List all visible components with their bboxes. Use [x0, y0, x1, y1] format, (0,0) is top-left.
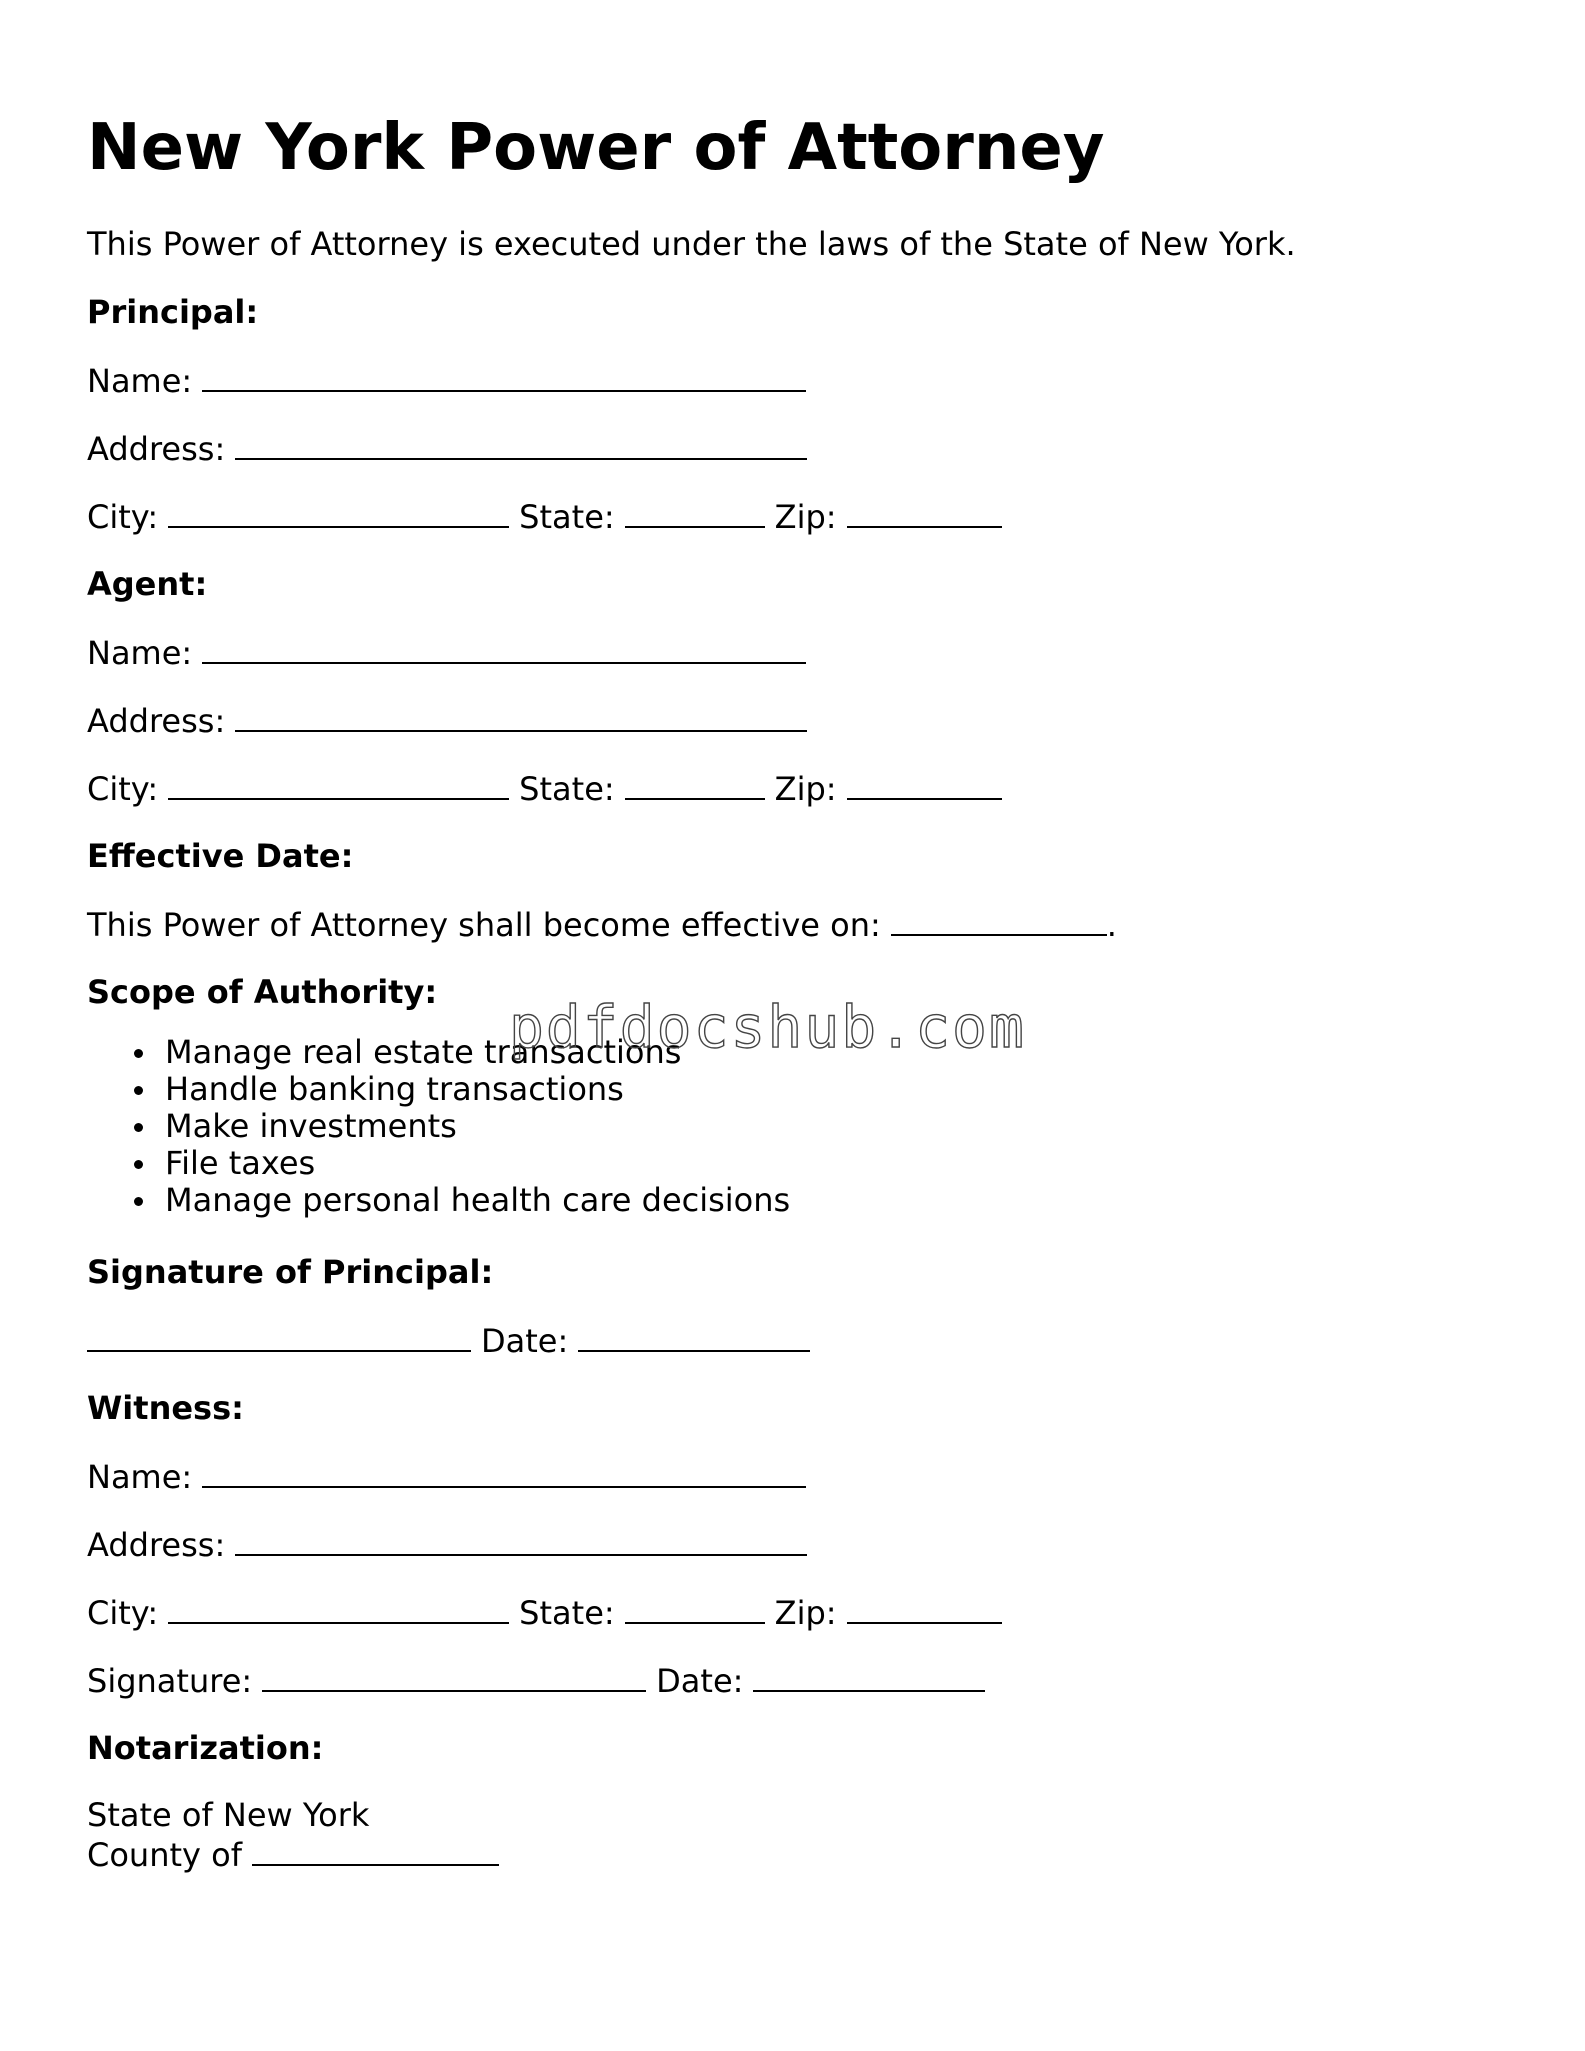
- list-item: [87, 1108, 790, 1145]
- effective-date-field[interactable]: [891, 904, 1107, 936]
- bullet-icon: [134, 1197, 143, 1206]
- document-title: New York Power of Attorney: [87, 111, 1105, 185]
- witness-signature-row: [87, 1660, 995, 1701]
- agent-city-row: [87, 768, 1012, 809]
- state-label: State:: [519, 498, 615, 536]
- agent-state-field[interactable]: [625, 768, 765, 800]
- notarization-county-field[interactable]: [252, 1834, 499, 1866]
- city-label: City:: [87, 498, 159, 536]
- witness-signature-field[interactable]: [262, 1660, 646, 1692]
- scope-item-text: Handle banking transactions: [165, 1070, 624, 1108]
- bullet-icon: [134, 1086, 143, 1095]
- state-label: State:: [519, 1594, 615, 1632]
- date-label: Date:: [656, 1662, 744, 1700]
- effective-date-heading: Effective Date:: [87, 837, 354, 875]
- address-label: Address:: [87, 1526, 226, 1564]
- principal-name-field[interactable]: [202, 360, 806, 392]
- witness-city-field[interactable]: [168, 1592, 509, 1624]
- witness-name-field[interactable]: [202, 1456, 806, 1488]
- principal-city-row: [87, 496, 1012, 537]
- witness-address-field[interactable]: [235, 1524, 807, 1556]
- list-item: [87, 1034, 790, 1071]
- principal-zip-field[interactable]: [847, 496, 1002, 528]
- principal-signature-row: [87, 1320, 820, 1361]
- principal-heading: Principal:: [87, 293, 259, 331]
- principal-name-row: [87, 360, 816, 401]
- name-label: Name:: [87, 362, 193, 400]
- principal-state-field[interactable]: [625, 496, 765, 528]
- agent-name-row: [87, 632, 816, 673]
- name-label: Name:: [87, 634, 193, 672]
- witness-heading: Witness:: [87, 1389, 244, 1427]
- agent-zip-field[interactable]: [847, 768, 1002, 800]
- list-item: [87, 1071, 790, 1108]
- list-item: [87, 1145, 790, 1182]
- witness-signature-date-field[interactable]: [753, 1660, 985, 1692]
- notarization-county-row: [87, 1834, 509, 1874]
- effective-date-row: [87, 904, 1117, 945]
- principal-city-field[interactable]: [168, 496, 509, 528]
- agent-city-field[interactable]: [168, 768, 509, 800]
- principal-signature-date-field[interactable]: [578, 1320, 810, 1352]
- bullet-icon: [134, 1123, 143, 1132]
- witness-city-row: [87, 1592, 1012, 1633]
- witness-name-row: [87, 1456, 816, 1497]
- scope-item-text: Manage personal health care decisions: [165, 1181, 791, 1219]
- notarization-heading: Notarization:: [87, 1729, 324, 1767]
- notarization-state-line: State of New York: [87, 1796, 370, 1834]
- agent-name-field[interactable]: [202, 632, 806, 664]
- signature-label: Signature:: [87, 1662, 253, 1700]
- agent-address-row: [87, 700, 817, 741]
- list-item: [87, 1182, 790, 1219]
- principal-address-row: [87, 428, 817, 469]
- name-label: Name:: [87, 1458, 193, 1496]
- city-label: City:: [87, 770, 159, 808]
- address-label: Address:: [87, 702, 226, 740]
- city-label: City:: [87, 1594, 159, 1632]
- scope-item-text: File taxes: [165, 1144, 316, 1182]
- principal-signature-field[interactable]: [87, 1320, 471, 1352]
- witness-address-row: [87, 1524, 817, 1565]
- zip-label: Zip:: [774, 1594, 837, 1632]
- bullet-icon: [134, 1160, 143, 1169]
- watermark-text: pdfdocshub.com: [509, 993, 1026, 1061]
- principal-signature-heading: Signature of Principal:: [87, 1253, 494, 1291]
- scope-heading: Scope of Authority:: [87, 973, 438, 1011]
- intro-text: This Power of Attorney is executed under the laws of the State of New York.: [87, 225, 1296, 263]
- scope-item-text: Make investments: [165, 1107, 457, 1145]
- county-label: County of: [87, 1836, 242, 1874]
- address-label: Address:: [87, 430, 226, 468]
- witness-zip-field[interactable]: [847, 1592, 1002, 1624]
- agent-address-field[interactable]: [235, 700, 807, 732]
- bullet-icon: [134, 1049, 143, 1058]
- scope-item-text: Manage real estate transactions: [165, 1033, 682, 1071]
- state-label: State:: [519, 770, 615, 808]
- zip-label: Zip:: [774, 770, 837, 808]
- principal-address-field[interactable]: [235, 428, 807, 460]
- effective-date-text: This Power of Attorney shall become effective on:: [87, 906, 881, 944]
- witness-state-field[interactable]: [625, 1592, 765, 1624]
- agent-heading: Agent:: [87, 565, 208, 603]
- effective-date-period: .: [1106, 906, 1117, 944]
- zip-label: Zip:: [774, 498, 837, 536]
- date-label: Date:: [481, 1322, 569, 1360]
- scope-list: [87, 1034, 790, 1219]
